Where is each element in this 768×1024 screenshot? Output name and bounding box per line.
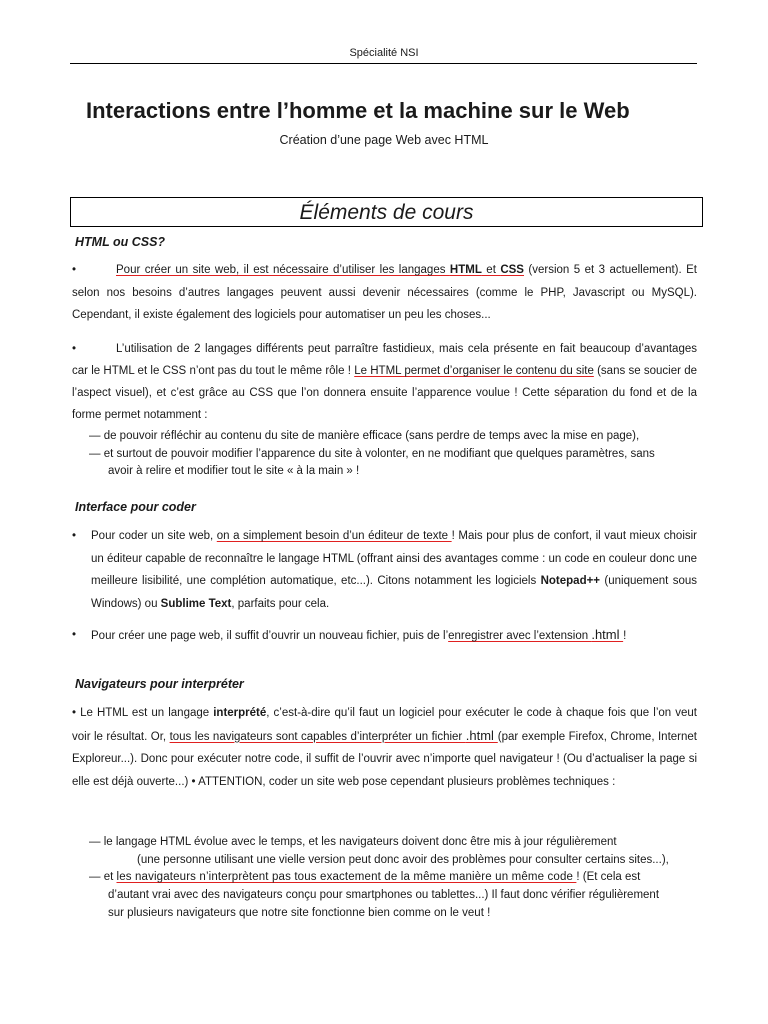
underline-html-role: Le HTML permet d’organiser le contenu du site [354, 365, 594, 377]
bullet-marker: • [72, 629, 77, 641]
bullet-marker: • [72, 343, 77, 355]
paragraph-two-languages: L’utilisation de 2 langages différents peut parraître fastidieux, mais cela présente en fait beaucoup d’avantages car le HTML et le CSS n’ont pas du tout le même rôle ! Le HTML permet d’organiser le contenu du site (sans se soucier de l’aspect visuel), et c’est grâce au CSS que l’on donnera ensuite l’apparence voulue ! Cette séparation du fond et de la forme permet notamment : [72, 343, 697, 421]
dash-item-apparence-cont: avoir à relire et modifier tout le site « à la main » ! [108, 465, 360, 477]
paragraph-extension: Pour créer une page web, il suffit d’ouvrir un nouveau fichier, puis de l’enregistrer avec l’extension .html ! [91, 627, 627, 642]
dash-item-interpretation-cont: d’autant vrai avec des navigateurs conçu pour smartphones ou tablettes...) Il faut donc vérifier régulièrement [108, 889, 660, 901]
course-header: Spécialité NSI [349, 47, 419, 59]
page-subtitle: Création d’une page Web avec HTML [279, 133, 489, 147]
underline-extension: enregistrer avec l’extension .html [448, 627, 624, 642]
section-heading-html-css: HTML ou CSS? [75, 235, 166, 249]
underline-editeur: on a simplement besoin d’un éditeur de texte [216, 530, 452, 542]
paragraph-navigateurs: • Le HTML est un langage interprété, c’est-à-dire qu’il faut un logiciel pour exécuter le code à chaque fois que l’on veut voir le résultat. Or, tous les navigateurs sont capables d’interpréter un fichier .html (par exemple Firefox, Chrome, Internet Exploreur...). Donc pour exécuter notre code, il suffit de l’ouvrir avec n’importe quel navigateur ! (Ou d’actualiser la page si elle est déjà ouverte...) • ATTENTION, coder un site web pose cependant plusieurs problèmes techniques : [72, 707, 697, 788]
underline-interpretation: les navigateurs n’interprètent pas tous exactement de la même manière un même code [116, 871, 577, 883]
dash-item-apparence: — et surtout de pouvoir modifier l’apparence du site à volonter, en ne modifiant que quelques paramètres, sans [89, 448, 655, 460]
underline-navigateurs: tous les navigateurs sont capables d’interpréter un fichier .html [169, 727, 498, 743]
bullet-marker: • [72, 530, 77, 542]
dash-item-interpretation-end: sur plusieurs navigateurs que notre site fonctionne bien comme on le veut ! [108, 907, 491, 919]
underline-langages: Pour créer un site web, il est nécessaire d’utiliser les langages HTML et CSS [116, 264, 524, 276]
dash-item-interpretation: — et les navigateurs n’interprètent pas tous exactement de la même manière un même code ! (Et cela est [89, 871, 641, 883]
dash-item-evolution: — le langage HTML évolue avec le temps, et les navigateurs doivent donc être mis à jour régulièrement [89, 836, 617, 848]
paragraph-langages: Pour créer un site web, il est nécessaire d’utiliser les langages HTML et CSS (version 5 et 3 actuellement). Et selon nos besoins d’autres langages peuvent aussi devenir nécessaires (comme le PHP, Javascript ou MySQL). Cependant, il existe également des logiciels pour automatiser un peu les choses... [72, 264, 697, 321]
header-rule [70, 63, 697, 64]
section-heading-interface: Interface pour coder [75, 500, 196, 514]
paragraph-editeur: Pour coder un site web, on a simplement besoin d’un éditeur de texte ! Mais pour plus de confort, il vaut mieux choisir un éditeur capable de reconnaître le langage HTML (offrant ainsi des avantages comme : un code en couleur donc une meilleure lisibilité, une complétion automatique, etc...). Citons notamment les logiciels Notepad++ (uniquement sous Windows) ou Sublime Text, parfaits pour cela. [91, 530, 698, 610]
section-box-title: Éléments de cours [70, 197, 703, 227]
section-heading-navigateurs: Navigateurs pour interpréter [75, 677, 244, 691]
bullet-marker: • [72, 264, 77, 276]
dash-item-contenu: — de pouvoir réfléchir au contenu du site de manière efficace (sans perdre de temps avec la mise en page), [89, 430, 640, 442]
dash-item-evolution-cont: (une personne utilisant une vielle version peut donc avoir des problèmes pour consulter certains sites...), [137, 854, 669, 866]
page-title: Interactions entre l’homme et la machine sur le Web [86, 98, 630, 123]
